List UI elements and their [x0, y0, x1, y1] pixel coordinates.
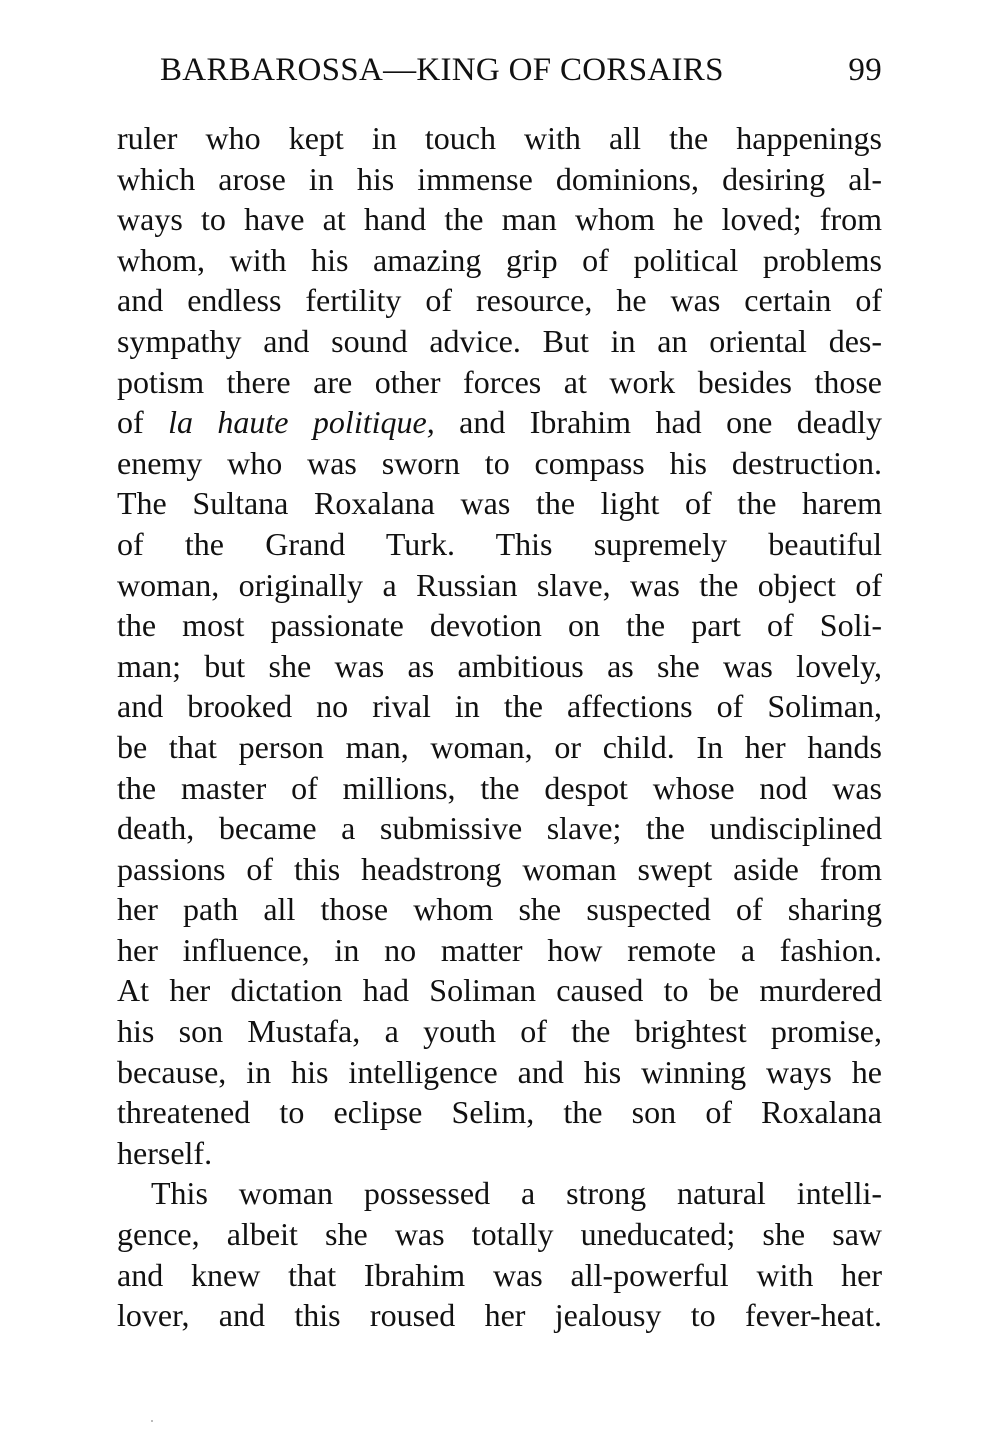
text-line: be that person man, woman, or child. In her hands: [117, 728, 882, 765]
text-line: woman, originally a Russian slave, was the object of: [117, 566, 882, 603]
text-line: whom, with his amazing grip of political problems: [117, 241, 882, 278]
text-line: his son Mustafa, a youth of the brightest promise,: [117, 1013, 882, 1050]
text-line: ruler who kept in touch with all the happenings: [117, 120, 882, 156]
text-line: and endless fertility of resource, he was certain of: [117, 282, 882, 319]
text-line: and knew that Ibrahim was all-powerful with her: [117, 1256, 882, 1293]
text-line: enemy who was sworn to compass his destruction.: [117, 444, 882, 481]
italic-phrase: la haute politique,: [168, 404, 435, 441]
page-number: 99: [848, 52, 882, 88]
text-line: herself.: [117, 1134, 213, 1171]
text-line: potism there are other forces at work besides those: [117, 363, 882, 400]
text-line: her influence, in no matter how remote a fashion.: [117, 931, 882, 968]
text-line-with-italic: [117, 402, 882, 443]
text-line: gence, albeit she was totally uneducated; she saw: [117, 1216, 882, 1253]
text-line: lover, and this roused her jealousy to fever-heat.: [117, 1297, 882, 1334]
text-line: and brooked no rival in the affections of Soliman,: [117, 688, 882, 725]
running-head: [160, 48, 882, 92]
line-text-before: of: [117, 404, 169, 441]
scan-speck: [151, 1420, 153, 1422]
body-text: [117, 118, 882, 1336]
text-line: of the Grand Turk. This supremely beautiful: [117, 525, 882, 562]
text-line: man; but she was as ambitious as she was lovely,: [117, 647, 882, 684]
text-line: At her dictation had Soliman caused to be murdered: [117, 972, 882, 1009]
text-line: This woman possessed a strong natural intelli-: [151, 1175, 882, 1212]
text-line: death, became a submissive slave; the undisciplined: [117, 810, 882, 847]
text-line: which arose in his immense dominions, desiring al-: [117, 160, 882, 197]
text-line: threatened to eclipse Selim, the son of Roxalana: [117, 1094, 882, 1131]
line-text-after: and Ibrahim had one deadly: [434, 404, 883, 441]
paragraph: [117, 118, 882, 1173]
text-line: The Sultana Roxalana was the light of the harem: [117, 485, 882, 522]
text-line: passions of this headstrong woman swept aside from: [117, 850, 882, 887]
text-line: because, in his intelligence and his winning ways he: [117, 1053, 882, 1090]
text-line: ways to have at hand the man whom he loved; from: [117, 201, 882, 238]
running-head-title: BARBAROSSA—KING OF CORSAIRS: [160, 52, 724, 88]
text-line: the most passionate devotion on the part of Soli-: [117, 607, 882, 644]
text-line: the master of millions, the despot whose nod was: [117, 769, 882, 806]
paragraph: [117, 1173, 882, 1335]
text-line: her path all those whom she suspected of sharing: [117, 891, 882, 928]
text-line: sympathy and sound advice. But in an oriental des-: [117, 322, 882, 359]
